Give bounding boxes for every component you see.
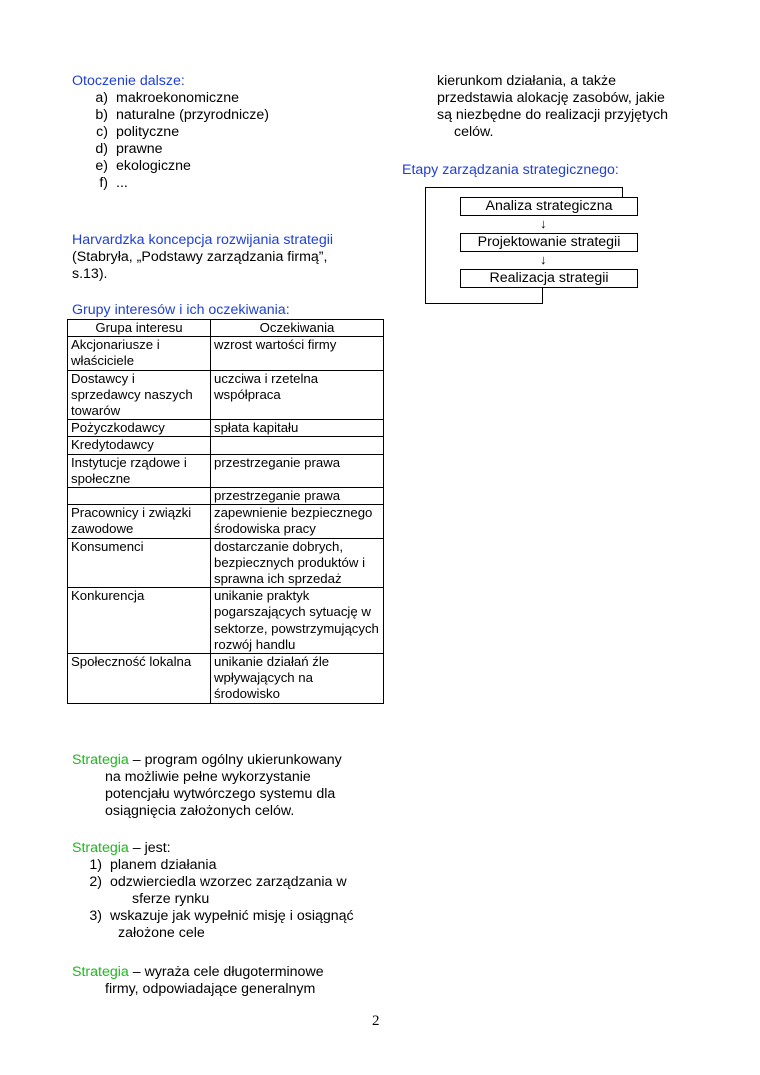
strategia-definition-3 (72, 964, 392, 998)
list-text: makroekonomiczne (116, 90, 240, 106)
loop-line-connector-top (622, 187, 623, 197)
table-row (68, 488, 384, 505)
list-item (72, 158, 392, 175)
table-cell (68, 488, 211, 505)
stage-box-implementation (460, 269, 638, 288)
harvard-source: (Stabryła, „Podstawy zarządzania firmą”, s.13). (72, 249, 328, 282)
table-row (68, 588, 384, 654)
list-mark: 2) (89, 874, 102, 890)
table-cell: uczciwa i rzetelna współpraca (211, 370, 384, 420)
definition-line: na możliwie pełne wykorzystanie (105, 769, 311, 785)
definition-line: – program ogólny ukierunkowany (132, 752, 342, 768)
stage-box-analysis (460, 197, 638, 216)
strategia-term: Strategia (72, 840, 129, 856)
interest-groups-table (67, 319, 384, 704)
loop-line-left (425, 187, 426, 304)
stage-label: Projektowanie strategii (477, 234, 621, 250)
table-cell: Społeczność lokalna (68, 654, 211, 704)
table-cell: Kredytodawcy (68, 437, 211, 454)
list-item (72, 141, 392, 158)
table-row (68, 538, 384, 588)
table-header-cell: Oczekiwania (211, 320, 384, 337)
table-cell: Konsumenci (68, 538, 211, 588)
list-mark: a) (95, 90, 108, 106)
continuation-line: kierunkom działania, a także (437, 73, 617, 89)
list-text: naturalne (przyrodnicze) (116, 107, 269, 123)
table-row (68, 505, 384, 538)
table-cell: Pożyczkodawcy (68, 420, 211, 437)
definition-line: – wyraża cele długoterminowe (132, 964, 324, 980)
table-cell: Instytucje rządowe i społeczne (68, 454, 211, 487)
table-cell: przestrzeganie prawa (211, 454, 384, 487)
table-cell: dostarczanie dobrych, bezpiecznych produktów i sprawna ich sprzedaż (211, 538, 384, 588)
harvard-heading: Harvardzka koncepcja rozwijania strategii (72, 232, 334, 248)
list-text: wskazuje jak wypełnić misję i osiągnąć (110, 908, 354, 924)
list-mark: c) (96, 124, 108, 140)
arrow-down-icon: ↓ (540, 252, 547, 267)
etapy-heading: Etapy zarządzania strategicznego: (402, 162, 619, 178)
table-row (68, 420, 384, 437)
stage-label: Analiza strategiczna (485, 198, 613, 214)
list-mark: 3) (89, 908, 102, 924)
table-cell: zapewnienie bezpiecznego środowiska pracy (211, 505, 384, 538)
table-row (68, 370, 384, 420)
strategia-term: Strategia (72, 964, 129, 980)
list-item (72, 107, 392, 124)
otoczenie-heading: Otoczenie dalsze: (72, 73, 185, 89)
loop-line-connector-bottom (542, 287, 543, 304)
list-continuation: sferze rynku (132, 891, 210, 907)
continuation-line: celów. (454, 124, 494, 140)
definition-line: potencjału wytwórczego systemu dla (105, 786, 336, 802)
list-item (72, 857, 392, 874)
list-item (72, 908, 392, 925)
table-row (68, 454, 384, 487)
list-mark: 1) (89, 857, 102, 873)
arrow-down-icon: ↓ (540, 216, 547, 231)
list-mark: f) (99, 175, 108, 191)
table-cell: spłata kapitału (211, 420, 384, 437)
strategia-definition-1 (72, 752, 392, 820)
continuation-line: są niezbędne do realizacji przyjętych (437, 107, 669, 123)
table-cell: przestrzeganie prawa (211, 488, 384, 505)
list-mark: d) (95, 141, 108, 157)
table-header-row (68, 320, 384, 337)
page-number: 2 (372, 1013, 380, 1029)
list-text: odzwierciedla wzorzec zarządzania w (110, 874, 347, 890)
list-item (72, 90, 392, 107)
table-cell (211, 437, 384, 454)
list-text: polityczne (116, 124, 180, 140)
table-cell: Konkurencja (68, 588, 211, 654)
list-mark: e) (95, 158, 108, 174)
list-item (72, 175, 392, 192)
list-continuation: założone cele (118, 925, 205, 941)
otoczenie-section (72, 73, 392, 192)
definition-line: osiągnięcia założonych celów. (105, 803, 295, 819)
table-row (68, 337, 384, 370)
right-column-continuation (437, 73, 697, 141)
harvard-section (72, 232, 392, 283)
list-text: ... (116, 175, 128, 191)
stage-label: Realizacja strategii (489, 270, 609, 286)
definition-intro: – jest: (132, 840, 171, 856)
table-cell: Dostawcy i sprzedawcy naszych towarów (68, 370, 211, 420)
table-cell: unikanie działań źle wpływających na środowisko (211, 654, 384, 704)
table-row (68, 437, 384, 454)
table-cell: unikanie praktyk pogarszających sytuację w sektorze, powstrzymujących rozwój handlu (211, 588, 384, 654)
list-mark: b) (95, 107, 108, 123)
definition-line: firmy, odpowiadające generalnym (105, 981, 316, 997)
table-row (68, 654, 384, 704)
list-text: planem działania (110, 857, 217, 873)
table-cell: Akcjonariusze i właściciele (68, 337, 211, 370)
loop-line-bottom (425, 303, 543, 304)
strategia-definition-2 (72, 840, 392, 942)
list-item (72, 874, 392, 891)
strategia-term: Strategia (72, 752, 129, 768)
grupy-heading: Grupy interesów i ich oczekiwania: (72, 302, 290, 318)
list-text: ekologiczne (116, 158, 191, 174)
table-cell: wzrost wartości firmy (211, 337, 384, 370)
list-item (72, 124, 392, 141)
list-text: prawne (116, 141, 163, 157)
table-header-cell: Grupa interesu (68, 320, 211, 337)
table-cell: Pracownicy i związki zawodowe (68, 505, 211, 538)
stage-box-design (460, 233, 638, 252)
loop-line-top (425, 187, 623, 188)
continuation-line: przedstawia alokację zasobów, jakie (437, 90, 665, 106)
